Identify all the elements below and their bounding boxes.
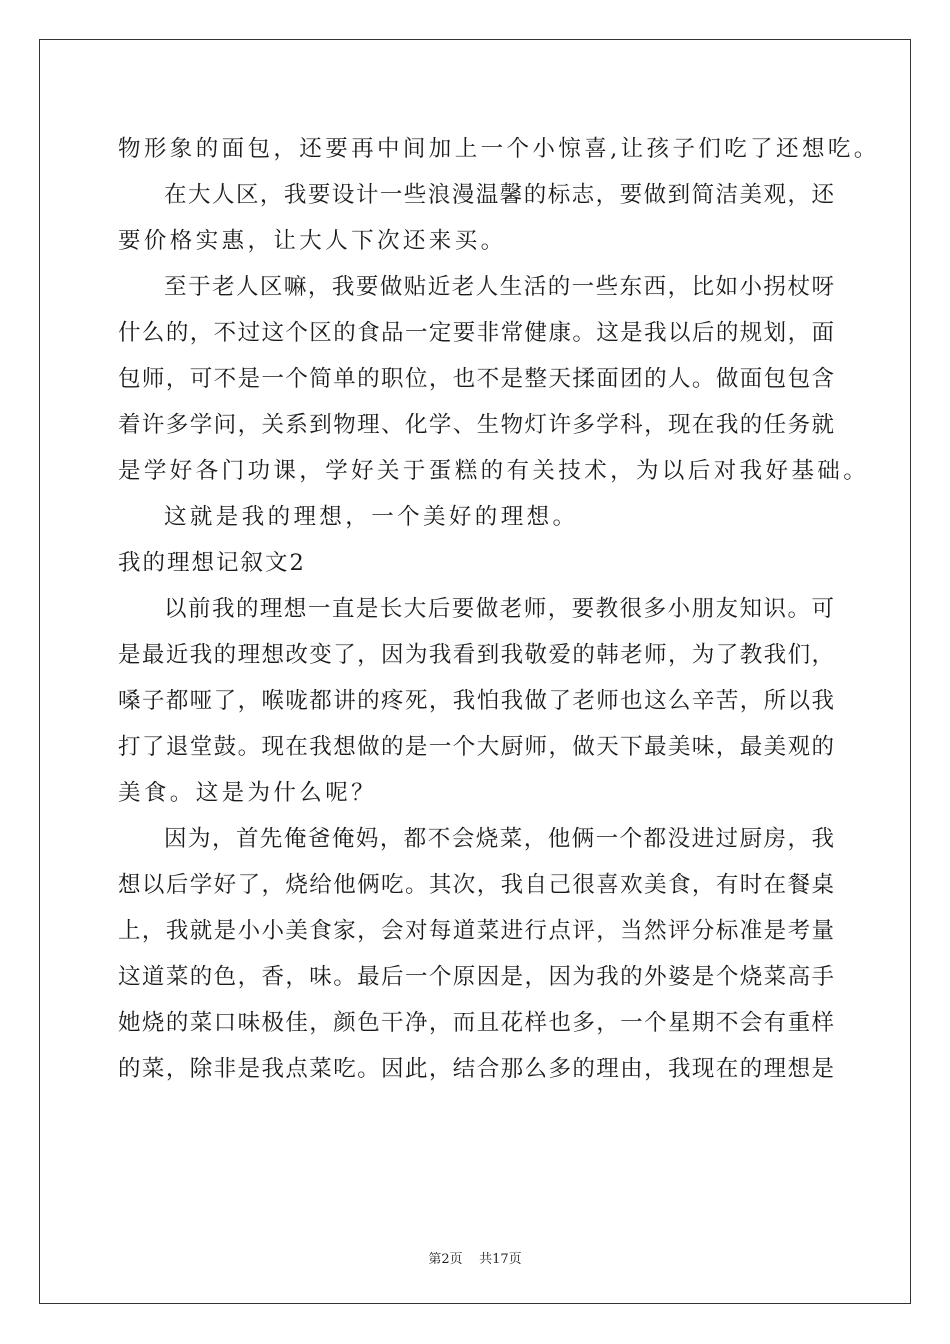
paragraph-line: 要价格实惠，让大人下次还来买。	[118, 228, 507, 254]
paragraph-line: 美食。这是为什么呢？	[118, 780, 378, 806]
paragraph-line: 是最近我的理想改变了，因为我看到我敬爱的韩老师，为了教我们，	[118, 642, 834, 668]
paragraph-line: 的菜，除非是我点菜吃。因此，结合那么多的理由，我现在的理想是	[118, 1056, 834, 1082]
document-body	[118, 126, 880, 1092]
section-heading: 我的理想记叙文2	[118, 550, 306, 576]
paragraph-line: 以前我的理想一直是长大后要做老师，要教很多小朋友知识。可	[164, 596, 834, 622]
paragraph-line: 包师，可不是一个简单的职位，也不是整天揉面团的人。做面包包含	[118, 366, 834, 392]
paragraph-line: 上，我就是小小美食家，会对每道菜进行点评，当然评分标准是考量	[118, 918, 834, 944]
paragraph-line: 至于老人区嘛，我要做贴近老人生活的一些东西，比如小拐杖呀	[164, 274, 834, 300]
paragraph-line: 什么的，不过这个区的食品一定要非常健康。这是我以后的规划，面	[118, 320, 834, 346]
paragraph-line: 因为，首先俺爸俺妈，都不会烧菜，他俩一个都没进过厨房，我	[164, 826, 834, 852]
paragraph-line: 这道菜的色，香，味。最后一个原因是，因为我的外婆是个烧菜高手	[118, 964, 834, 990]
paragraph-line: 这就是我的理想，一个美好的理想。	[164, 504, 579, 530]
paragraph-line: 打了退堂鼓。现在我想做的是一个大厨师，做天下最美味，最美观的	[118, 734, 834, 760]
paragraph-line: 着许多学问，关系到物理、化学、生物灯许多学科，现在我的任务就	[118, 412, 834, 438]
paragraph-line: 是学好各门功课，学好关于蛋糕的有关技术，为以后对我好基础。	[118, 458, 870, 484]
paragraph-line: 在大人区，我要设计一些浪漫温馨的标志，要做到简洁美观，还	[164, 182, 834, 208]
paragraph-line: 她烧的菜口味极佳，颜色干净，而且花样也多，一个星期不会有重样	[118, 1010, 834, 1036]
paragraph-line: 想以后学好了，烧给他俩吃。其次，我自己很喜欢美食，有时在餐桌	[118, 872, 834, 898]
paragraph-line: 嗓子都哑了，喉咙都讲的疼死，我怕我做了老师也这么辛苦，所以我	[118, 688, 834, 714]
paragraph-line: 物形象的面包，还要再中间加上一个小惊喜,让孩子们吃了还想吃。	[118, 136, 880, 162]
page-number: 第2页	[428, 1252, 463, 1267]
page-footer	[0, 1248, 950, 1267]
page-total: 共17页	[479, 1252, 522, 1267]
